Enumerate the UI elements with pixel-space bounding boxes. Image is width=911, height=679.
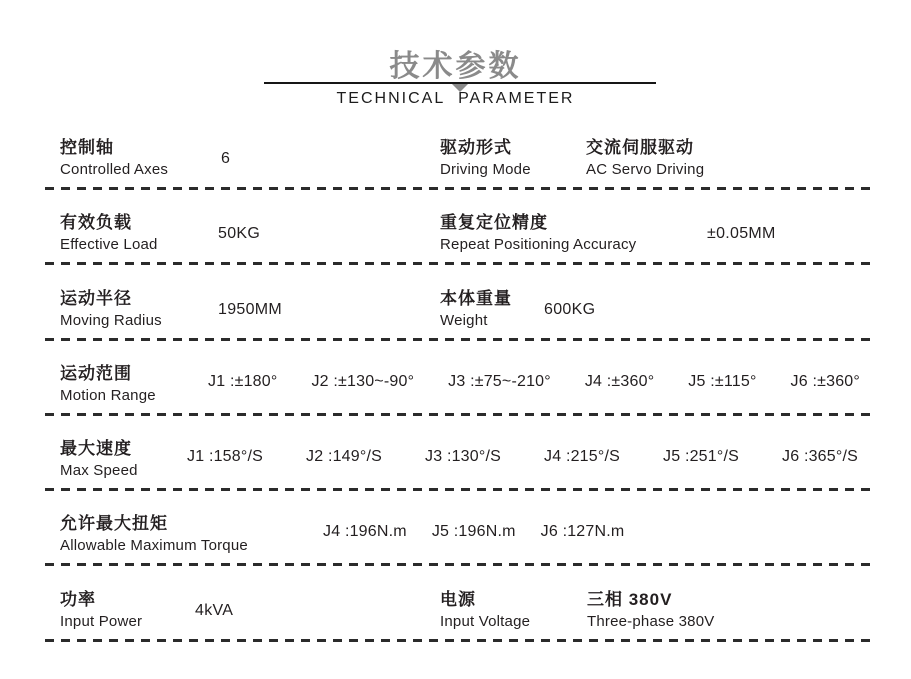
motion-range-j3: J3 :±75~-210° <box>448 373 551 390</box>
motion-range-j6: J6 :±360° <box>790 373 860 390</box>
value-input-voltage <box>587 590 714 631</box>
label-en: Repeat Positioning Accuracy <box>440 236 637 253</box>
dashed-divider <box>45 338 877 341</box>
label-allowable-torque <box>60 514 248 555</box>
value-en: AC Servo Driving <box>586 161 705 178</box>
dashed-divider <box>45 413 877 416</box>
value-en: Three-phase 380V <box>587 613 715 630</box>
max-speed-j4: J4 :215°/S <box>544 448 620 465</box>
label-en: Weight <box>440 312 488 329</box>
dashed-divider <box>45 187 877 190</box>
spec-row-max-speed <box>0 435 911 510</box>
page-title-zh: 技术参数 <box>389 50 522 83</box>
label-en: Controlled Axes <box>60 161 169 178</box>
max-speed-j3: J3 :130°/S <box>425 448 501 465</box>
label-effective-load <box>60 213 158 254</box>
value-zh: 三相 380V <box>587 590 673 609</box>
label-zh: 本体重量 <box>440 289 512 308</box>
motion-range-j4: J4 :±360° <box>584 373 655 390</box>
spec-row-effective-load <box>0 209 911 284</box>
value-driving-mode <box>586 138 704 179</box>
label-en: Moving Radius <box>60 312 162 329</box>
label-moving-radius <box>60 289 162 330</box>
label-zh: 控制轴 <box>60 138 114 157</box>
value-moving-radius: 1950MM <box>218 301 283 318</box>
dashed-divider <box>45 262 877 265</box>
label-en: Motion Range <box>60 387 156 404</box>
values-motion-range <box>208 373 860 391</box>
label-weight <box>440 289 512 330</box>
label-en: Allowable Maximum Torque <box>60 537 248 554</box>
value-effective-load: 50KG <box>218 225 261 242</box>
spec-row-controlled-axes <box>0 134 911 209</box>
motion-range-j2: J2 :±130~-90° <box>311 373 415 390</box>
max-speed-j1: J1 :158°/S <box>187 448 263 465</box>
label-zh: 运动半径 <box>60 289 132 308</box>
label-zh: 有效负载 <box>60 213 132 232</box>
label-zh: 最大速度 <box>60 439 132 458</box>
label-zh: 电源 <box>440 590 476 609</box>
torque-j6: J6 :127N.m <box>540 523 625 540</box>
label-controlled-axes <box>60 138 168 179</box>
label-en: Driving Mode <box>440 161 531 178</box>
torque-j5: J5 :196N.m <box>431 523 516 540</box>
value-repeat-accuracy: ±0.05MM <box>707 225 776 242</box>
label-en: Input Power <box>60 613 143 630</box>
motion-range-j1: J1 :±180° <box>208 373 278 390</box>
dashed-divider <box>45 563 877 566</box>
label-zh: 运动范围 <box>60 364 132 383</box>
label-repeat-accuracy <box>440 213 636 254</box>
value-input-power: 4kVA <box>195 602 234 619</box>
label-zh: 功率 <box>60 590 96 609</box>
label-driving-mode <box>440 138 531 179</box>
dashed-divider <box>45 639 877 642</box>
value-weight: 600KG <box>544 301 596 318</box>
spec-row-moving-radius <box>0 285 911 360</box>
label-motion-range <box>60 364 156 405</box>
page-title-en: TECHNICAL PARAMETER <box>336 90 575 107</box>
label-en: Max Speed <box>60 462 138 479</box>
value-zh: 交流伺服驱动 <box>586 138 694 157</box>
motion-range-j5: J5 :±115° <box>688 373 757 390</box>
label-zh: 驱动形式 <box>440 138 512 157</box>
spec-row-input-power <box>0 586 911 661</box>
max-speed-j2: J2 :149°/S <box>306 448 382 465</box>
value-controlled-axes: 6 <box>221 150 231 167</box>
torque-j4: J4 :196N.m <box>323 523 407 540</box>
label-input-voltage <box>440 590 530 631</box>
label-max-speed <box>60 439 138 480</box>
spec-row-allowable-torque <box>0 510 911 585</box>
max-speed-j6: J6 :365°/S <box>782 448 858 465</box>
values-max-speed <box>187 448 858 466</box>
label-zh: 重复定位精度 <box>440 213 548 232</box>
label-zh: 允许最大扭矩 <box>60 514 168 533</box>
label-en: Effective Load <box>60 236 158 253</box>
max-speed-j5: J5 :251°/S <box>663 448 739 465</box>
values-allowable-torque <box>323 523 624 541</box>
label-input-power <box>60 590 142 631</box>
spec-row-motion-range <box>0 360 911 435</box>
label-en: Input Voltage <box>440 613 531 630</box>
dashed-divider <box>45 488 877 491</box>
